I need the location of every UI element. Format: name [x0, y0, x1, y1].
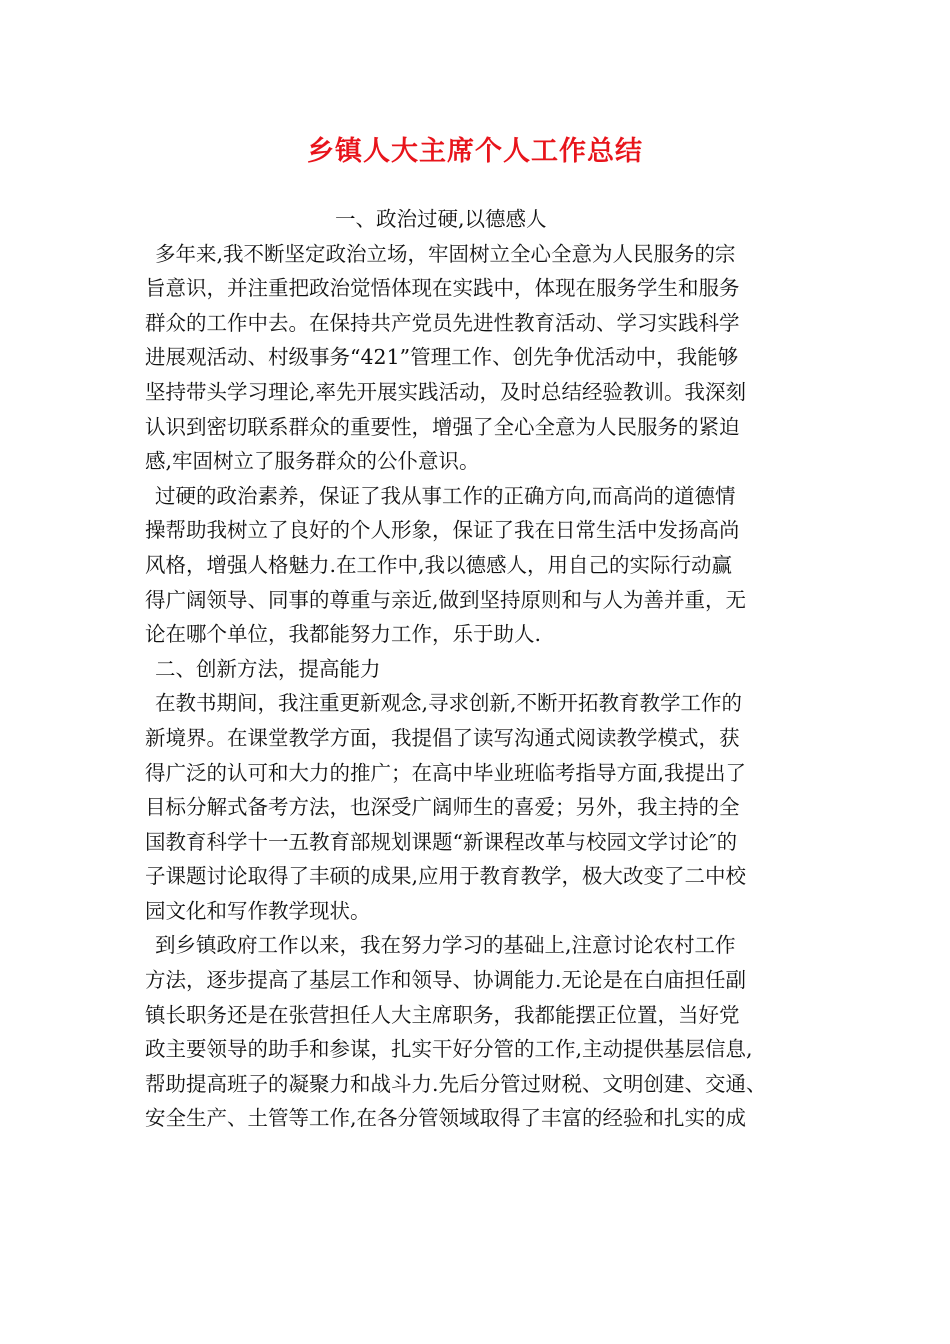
paragraph-line: 政主要领导的助手和参谋，扎实干好分管的工作,主动提供基层信息, [145, 1037, 753, 1062]
paragraph-line: 新境界。在课堂教学方面，我提倡了读写沟通式阅读教学模式，获 [145, 725, 740, 750]
paragraph-line: 操帮助我树立了良好的个人形象，保证了我在日常生活中发扬高尚 [145, 518, 740, 543]
paragraph-line: 多年来,我不断坚定政治立场，牢固树立全心全意为人民服务的宗 [155, 241, 736, 266]
paragraph-line: 风格，增强人格魅力.在工作中,我以德感人，用自己的实际行动赢 [145, 552, 733, 577]
paragraph-line: 得广阔领导、同事的尊重与亲近,做到坚持原则和与人为善并重，无 [145, 587, 747, 612]
section-heading-1: 一、政治过硬,以德感人 [335, 207, 547, 231]
paragraph-line: 坚持带头学习理论,率先开展实践活动，及时总结经验教训。我深刻 [145, 379, 747, 404]
paragraph-line: 得广泛的认可和大力的推广；在高中毕业班临考指导方面,我提出了 [145, 760, 747, 785]
document-title: 乡镇人大主席个人工作总结 [307, 136, 643, 167]
paragraph-line: 感,牢固树立了服务群众的公仆意识。 [145, 449, 480, 474]
paragraph-line: 在教书期间，我注重更新观念,寻求创新,不断开拓教育教学工作的 [155, 691, 743, 716]
section-heading-2: 二、创新方法，提高能力 [155, 656, 381, 681]
paragraph-line: 认识到密切联系群众的重要性，增强了全心全意为人民服务的紧迫 [145, 414, 740, 439]
paragraph-line: 旨意识，并注重把政治觉悟体现在实践中，体现在服务学生和服务 [145, 276, 740, 301]
paragraph-line: 园文化和写作教学现状。 [145, 898, 371, 923]
paragraph-line: 方法，逐步提高了基层工作和领导、协调能力.无论是在白庙担任副 [145, 968, 747, 993]
paragraph-line: 论在哪个单位，我都能努力工作，乐于助人. [145, 622, 542, 647]
paragraph-line: 目标分解式备考方法，也深受广阔师生的喜爱；另外，我主持的全 [145, 795, 740, 820]
paragraph-line: 镇长职务还是在张营担任人大主席职务，我都能摆正位置，当好党 [145, 1002, 740, 1027]
paragraph-line: 群众的工作中去。在保持共产党员先进性教育活动、学习实践科学 [145, 310, 740, 335]
paragraph-line: 国教育科学十一五教育部规划课题“新课程改革与校园文学讨论″的 [145, 829, 738, 854]
paragraph-line: 安全生产、土管等工作,在各分管领域取得了丰富的经验和扎实的成 [145, 1106, 747, 1131]
paragraph-line: 到乡镇政府工作以来，我在努力学习的基础上,注意讨论农村工作 [155, 933, 736, 958]
document-body [145, 202, 825, 1136]
paragraph-line: 子课题讨论取得了丰硕的成果,应用于教育教学，极大改变了二中校 [145, 864, 747, 889]
paragraph-line: 过硬的政治素养，保证了我从事工作的正确方向,而高尚的道德情 [155, 483, 736, 508]
paragraph-line: 进展观活动、村级事务“421”管理工作、创先争优活动中，我能够 [145, 345, 739, 370]
paragraph-line: 帮助提高班子的凝聚力和战斗力.先后分管过财税、文明创建、交通、 [145, 1071, 767, 1096]
